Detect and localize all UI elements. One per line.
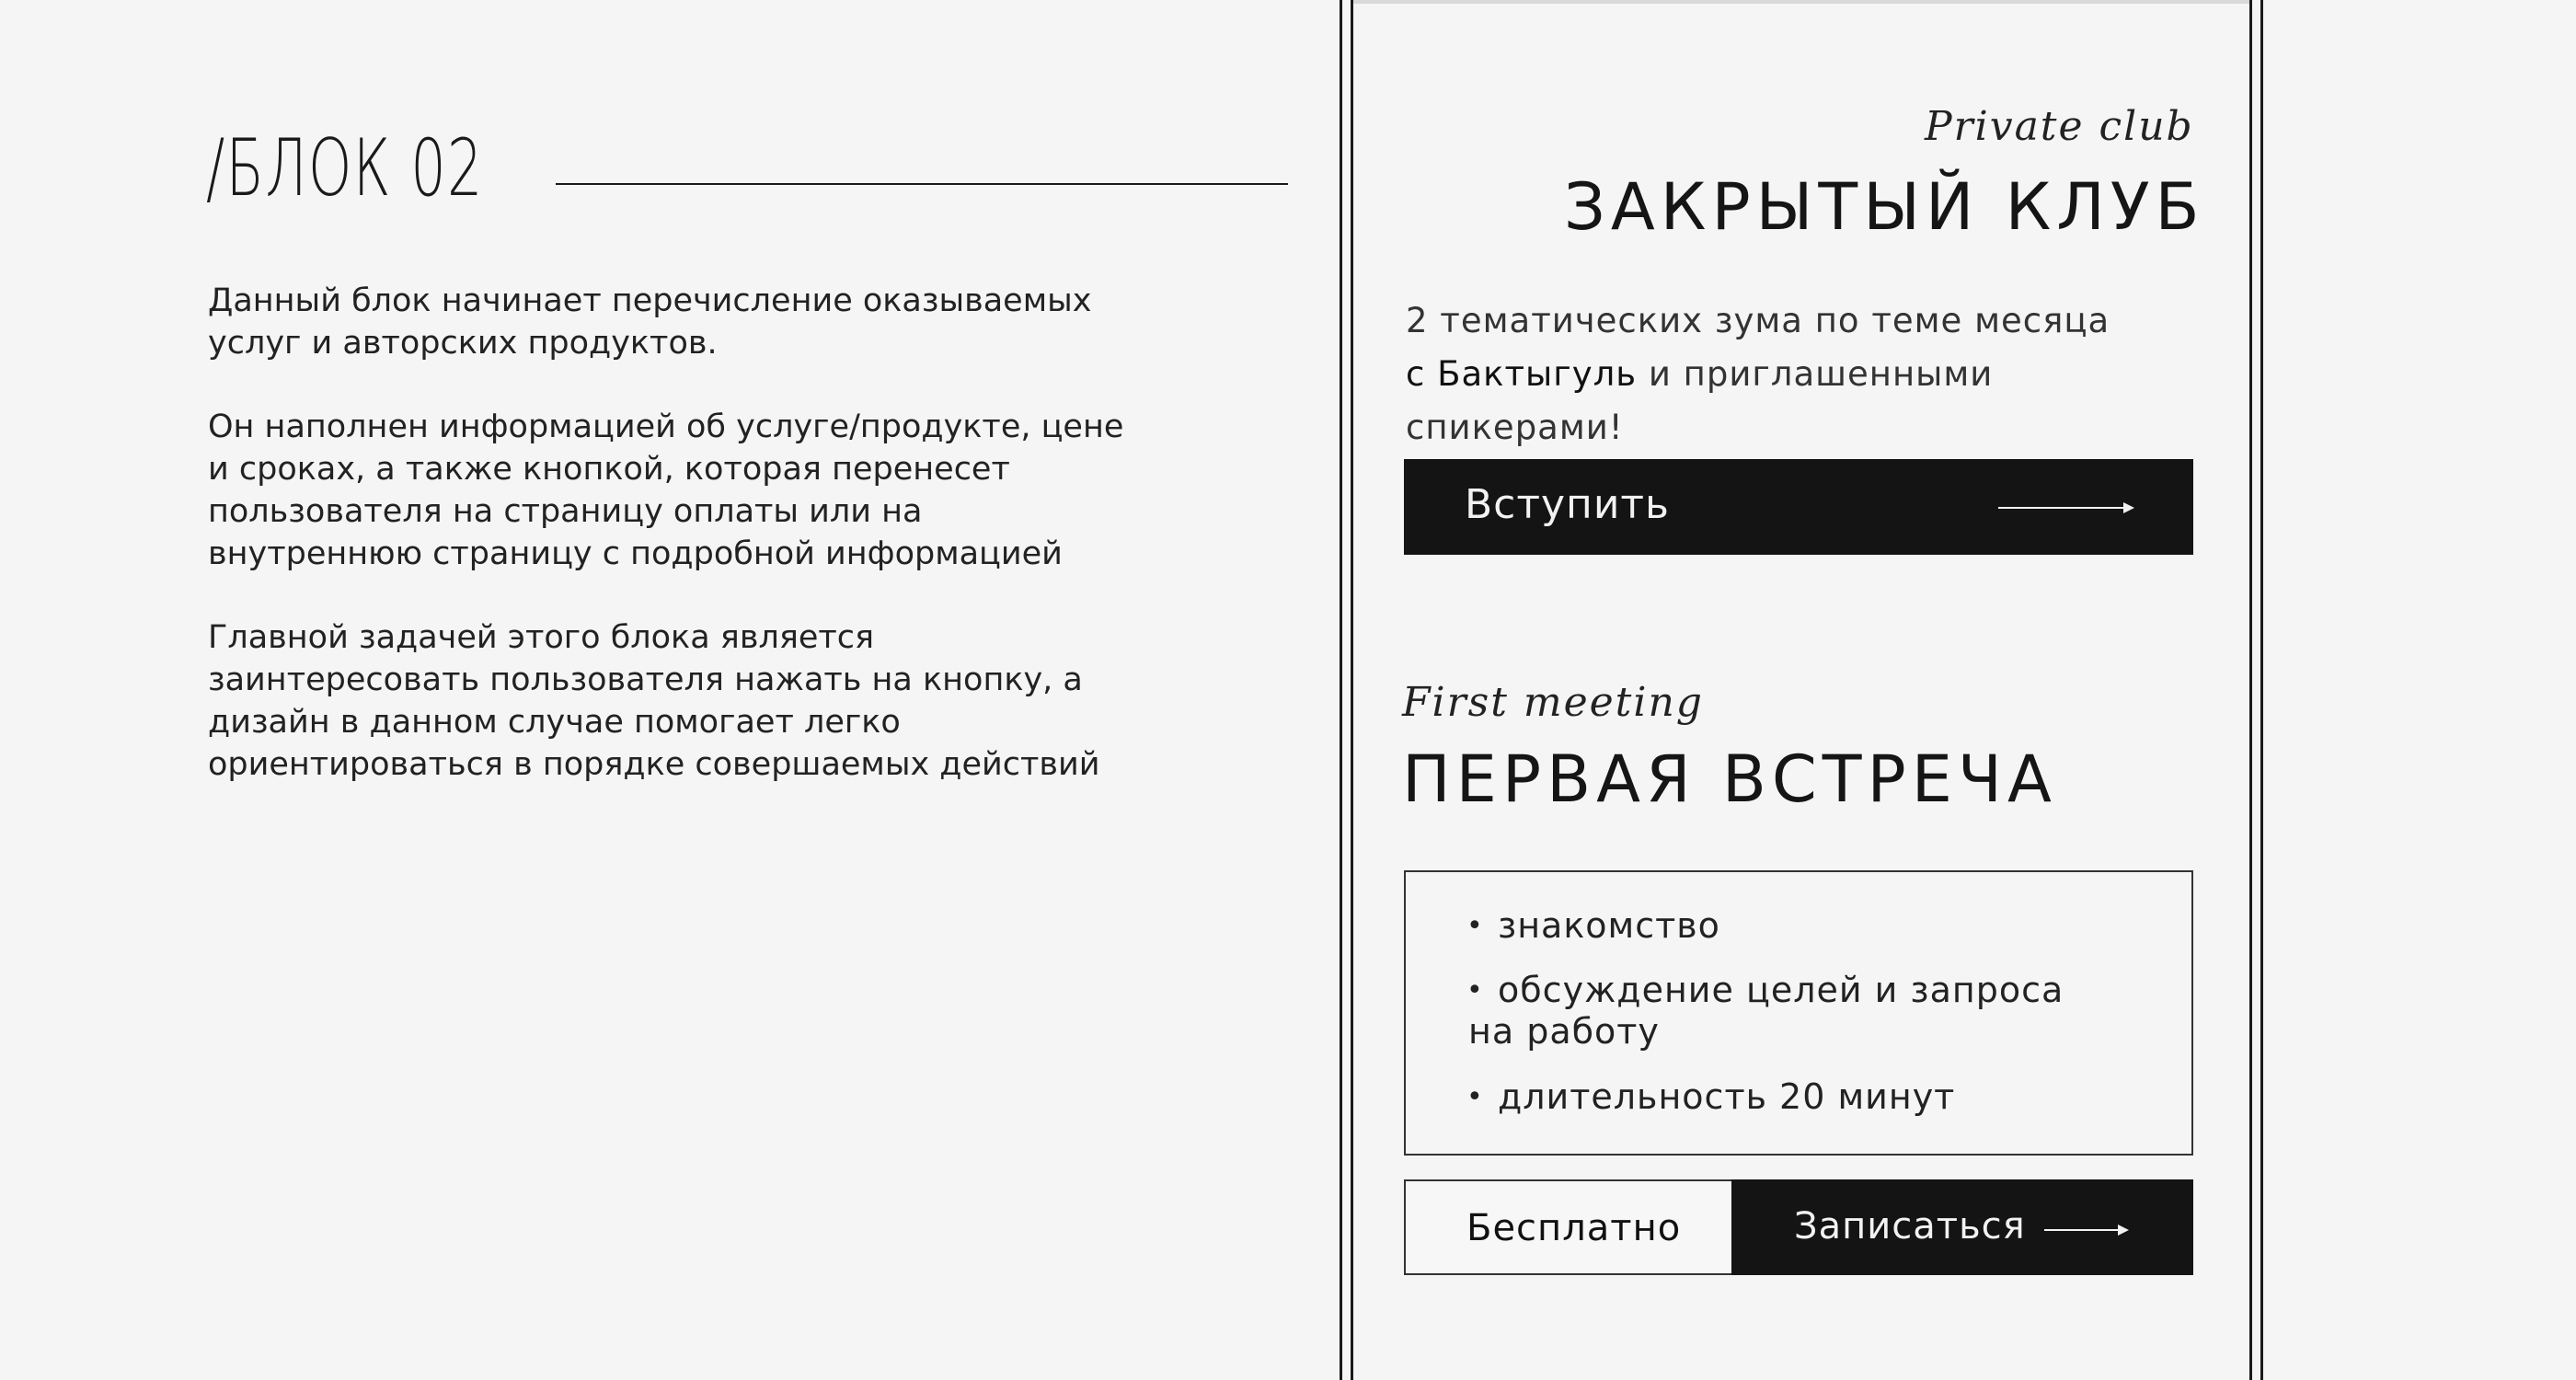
arrow-right-icon: [2044, 1229, 2127, 1231]
list-item: [1468, 970, 2112, 1052]
description-paragraph: Он наполнен информацией об услуге/продукте, цене и сроках, а также кнопкой, которая перенесет пользователя на страницу оплаты или на внутреннюю страницу с подробной информацией: [208, 408, 1124, 572]
description-paragraph: Главной задачей этого блока является заинтересовать пользователя нажать на кнопку, а дизайн в данном случае помогает легко ориентироваться в порядке совершаемых действий: [208, 619, 1100, 783]
meeting-script-caption: First meeting: [1402, 679, 1704, 726]
list-item: [1468, 1076, 1955, 1118]
arrow-right-icon: [1998, 507, 2133, 509]
club-description: [1406, 294, 2206, 454]
feature-text: знакомство: [1498, 905, 1720, 946]
bullet-icon: •: [1466, 974, 1484, 1006]
club-description-line1: 2 тематических зума по теме месяца: [1406, 301, 2110, 340]
join-button[interactable]: [1404, 459, 2193, 555]
title-divider: [556, 183, 1288, 185]
meeting-heading: ПЕРВАЯ ВСТРЕЧА: [1402, 742, 2057, 817]
feature-text: длительность 20 минут: [1498, 1076, 1956, 1117]
price-label: Бесплатно: [1466, 1207, 1682, 1249]
phone-top-edge: [1353, 0, 2249, 4]
list-item: [1468, 905, 1720, 947]
club-description-line2-rest: и приглашенными спикерами!: [1406, 354, 1994, 447]
price-tag: [1404, 1179, 1731, 1275]
feature-text: обсуждение целей и запроса на работу: [1468, 970, 2064, 1052]
club-script-caption: Private club: [1925, 103, 2194, 150]
block-description: [208, 280, 1146, 827]
host-name: с Бактыгуль: [1406, 354, 1638, 394]
club-heading: ЗАКРЫТЫЙ КЛУБ: [1564, 169, 2205, 245]
bullet-icon: •: [1466, 1081, 1484, 1113]
block-title: /БЛОК 02: [206, 122, 484, 214]
bullet-icon: •: [1466, 910, 1484, 942]
signup-button-label: Записаться: [1794, 1205, 2026, 1248]
signup-button[interactable]: [1731, 1179, 2193, 1275]
club-description-line2: [1406, 348, 2206, 454]
meeting-features-box: [1404, 870, 2193, 1156]
join-button-label: Вступить: [1465, 481, 1670, 528]
description-paragraph: Данный блок начинает перечисление оказываемых услуг и авторских продуктов.: [208, 282, 1092, 362]
